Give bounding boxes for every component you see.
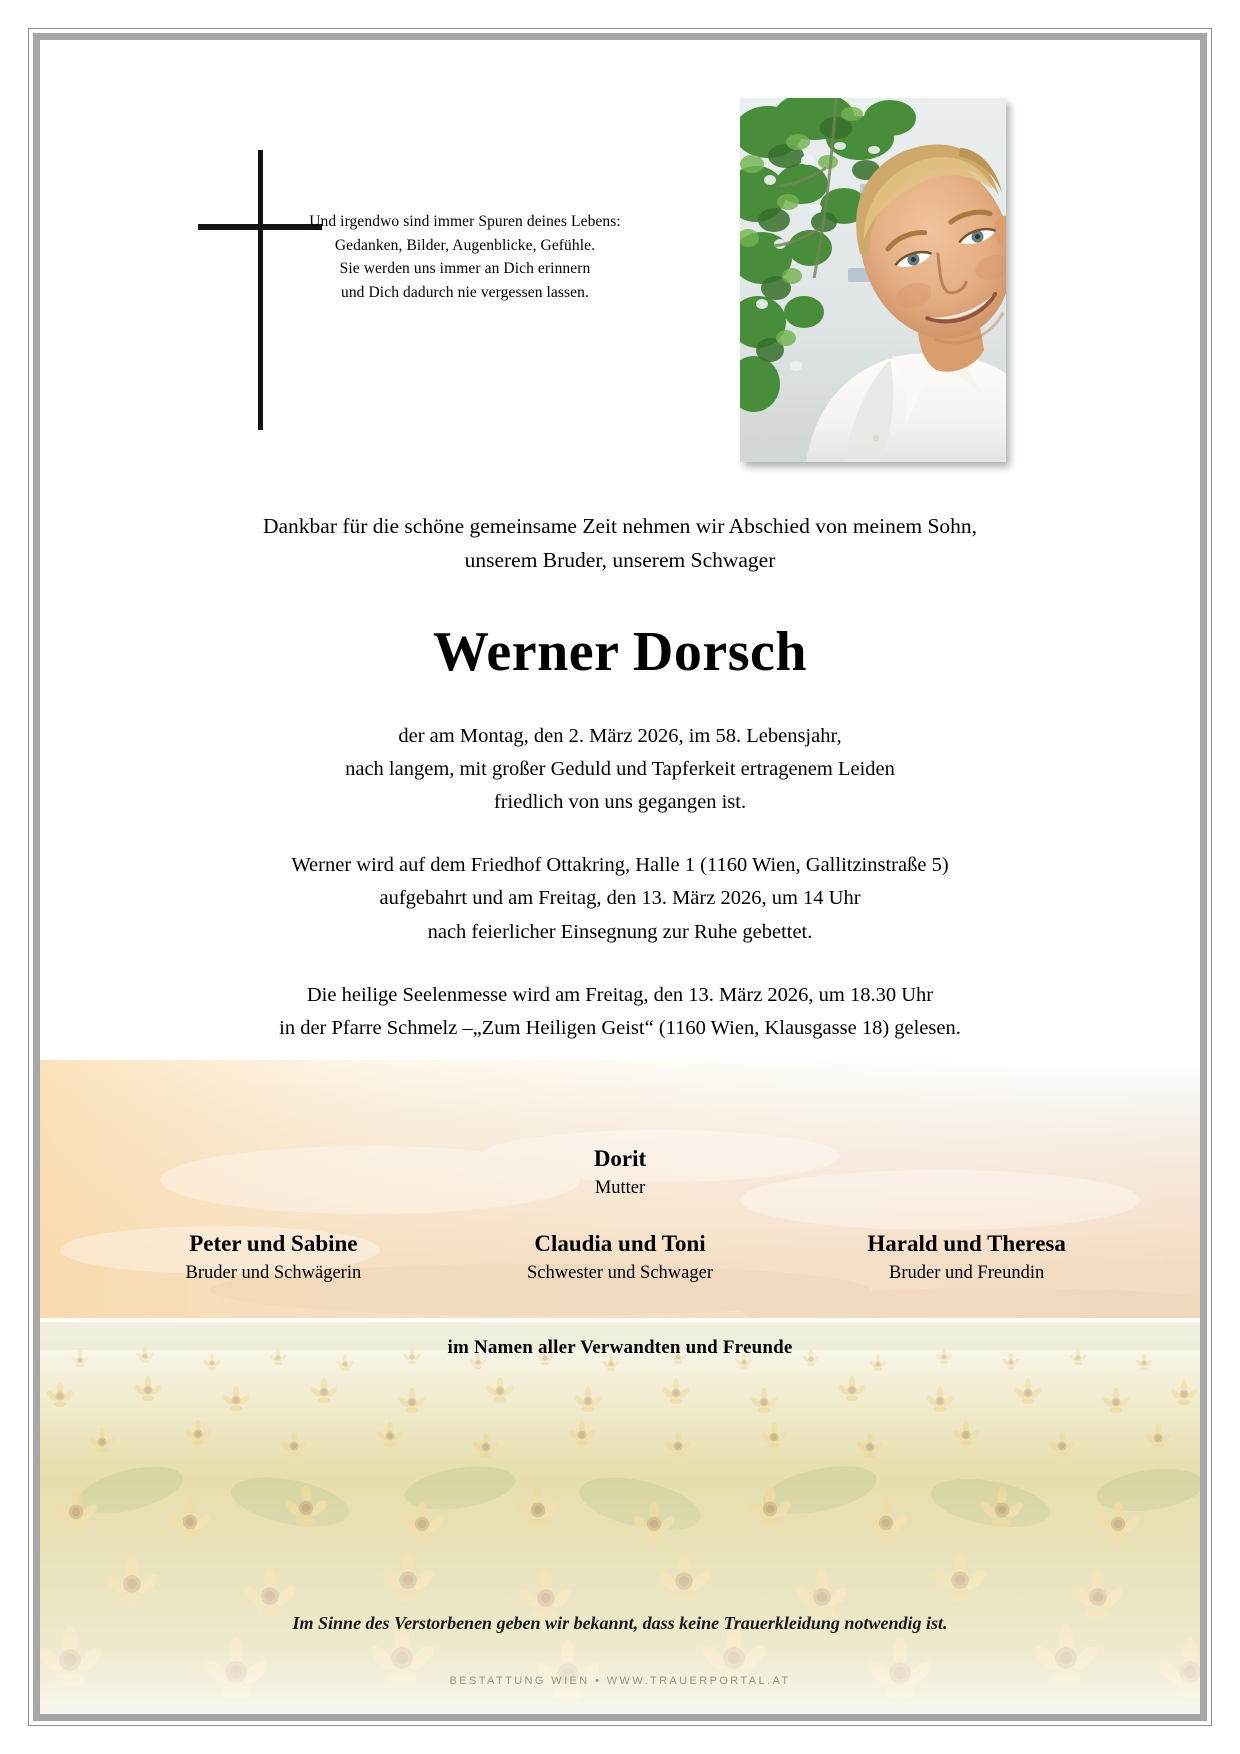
- death-details: [100, 720, 1140, 820]
- mourner-lead-relation: Mutter: [594, 1177, 646, 1198]
- mourner-name: Harald und Theresa: [867, 1230, 1066, 1256]
- poem-line: Gedanken, Bilder, Augenblicke, Gefühle.: [334, 236, 596, 254]
- mass-line: in der Pfarre Schmelz –„Zum Heiligen Geist“ (1160 Wien, Klausgasse 18) gelesen.: [279, 1016, 961, 1039]
- death-line: der am Montag, den 2. März 2026, im 58. Lebensjahr,: [398, 724, 842, 747]
- notice-body: [100, 510, 1140, 1045]
- intro-line: Dankbar für die schöne gemeinsame Zeit nehmen wir Abschied von meinem Sohn,: [262, 514, 978, 538]
- mourners-closing: im Namen aller Verwandten und Freunde: [447, 1336, 793, 1358]
- intro-text: [100, 510, 1140, 578]
- burial-line: nach feierlicher Einsegnung zur Ruhe gebettet.: [427, 920, 813, 943]
- mass-line: Die heilige Seelenmesse wird am Freitag, den 13. März 2026, um 18.30 Uhr: [306, 983, 934, 1006]
- mourners-section: [100, 1145, 1140, 1359]
- mourner-entry: [793, 1230, 1140, 1285]
- poem-line: und Dich dadurch nie vergessen lassen.: [340, 283, 589, 301]
- portrait-frame: [740, 98, 1006, 462]
- mourner-entry: [100, 1230, 447, 1285]
- mourner-name: Claudia und Toni: [534, 1230, 706, 1256]
- death-line: nach langem, mit großer Geduld und Tapferkeit ertragenem Leiden: [345, 757, 895, 780]
- intro-line: unserem Bruder, unserem Schwager: [464, 547, 776, 572]
- mass-details: [100, 979, 1140, 1045]
- poem-line: Und irgendwo sind immer Spuren deines Lebens:: [309, 213, 621, 230]
- mourner-relation: Bruder und Schwägerin: [185, 1262, 362, 1283]
- memorial-poem: [255, 210, 675, 304]
- burial-details: [100, 849, 1140, 949]
- deceased-name: Werner Dorsch: [432, 620, 808, 683]
- mourner-relation: Bruder und Freundin: [889, 1262, 1045, 1283]
- mourner-entry: [447, 1230, 794, 1285]
- death-line: friedlich von uns gegangen ist.: [493, 790, 747, 813]
- burial-line: aufgebahrt und am Freitag, den 13. März 2026, um 14 Uhr: [379, 887, 861, 910]
- mourner-lead-name: Dorit: [593, 1146, 647, 1171]
- mourner-relation: Schwester und Schwager: [527, 1262, 713, 1283]
- mourners-row: [100, 1230, 1140, 1285]
- portrait-photo: [740, 98, 1006, 462]
- notice-sheet: [40, 40, 1200, 1714]
- poem-line: Sie werden uns immer an Dich erinnern: [339, 260, 591, 278]
- mourner-name: Peter und Sabine: [189, 1230, 358, 1256]
- burial-line: Werner wird auf dem Friedhof Ottakring, Halle 1 (1160 Wien, Gallitzinstraße 5): [291, 854, 949, 877]
- provider-footer: BESTATTUNG WIEN • WWW.TRAUERPORTAL.AT: [449, 1675, 791, 1687]
- dress-code-note: Im Sinne des Verstorbenen geben wir bekannt, dass keine Trauerkleidung notwendig ist.: [292, 1613, 948, 1633]
